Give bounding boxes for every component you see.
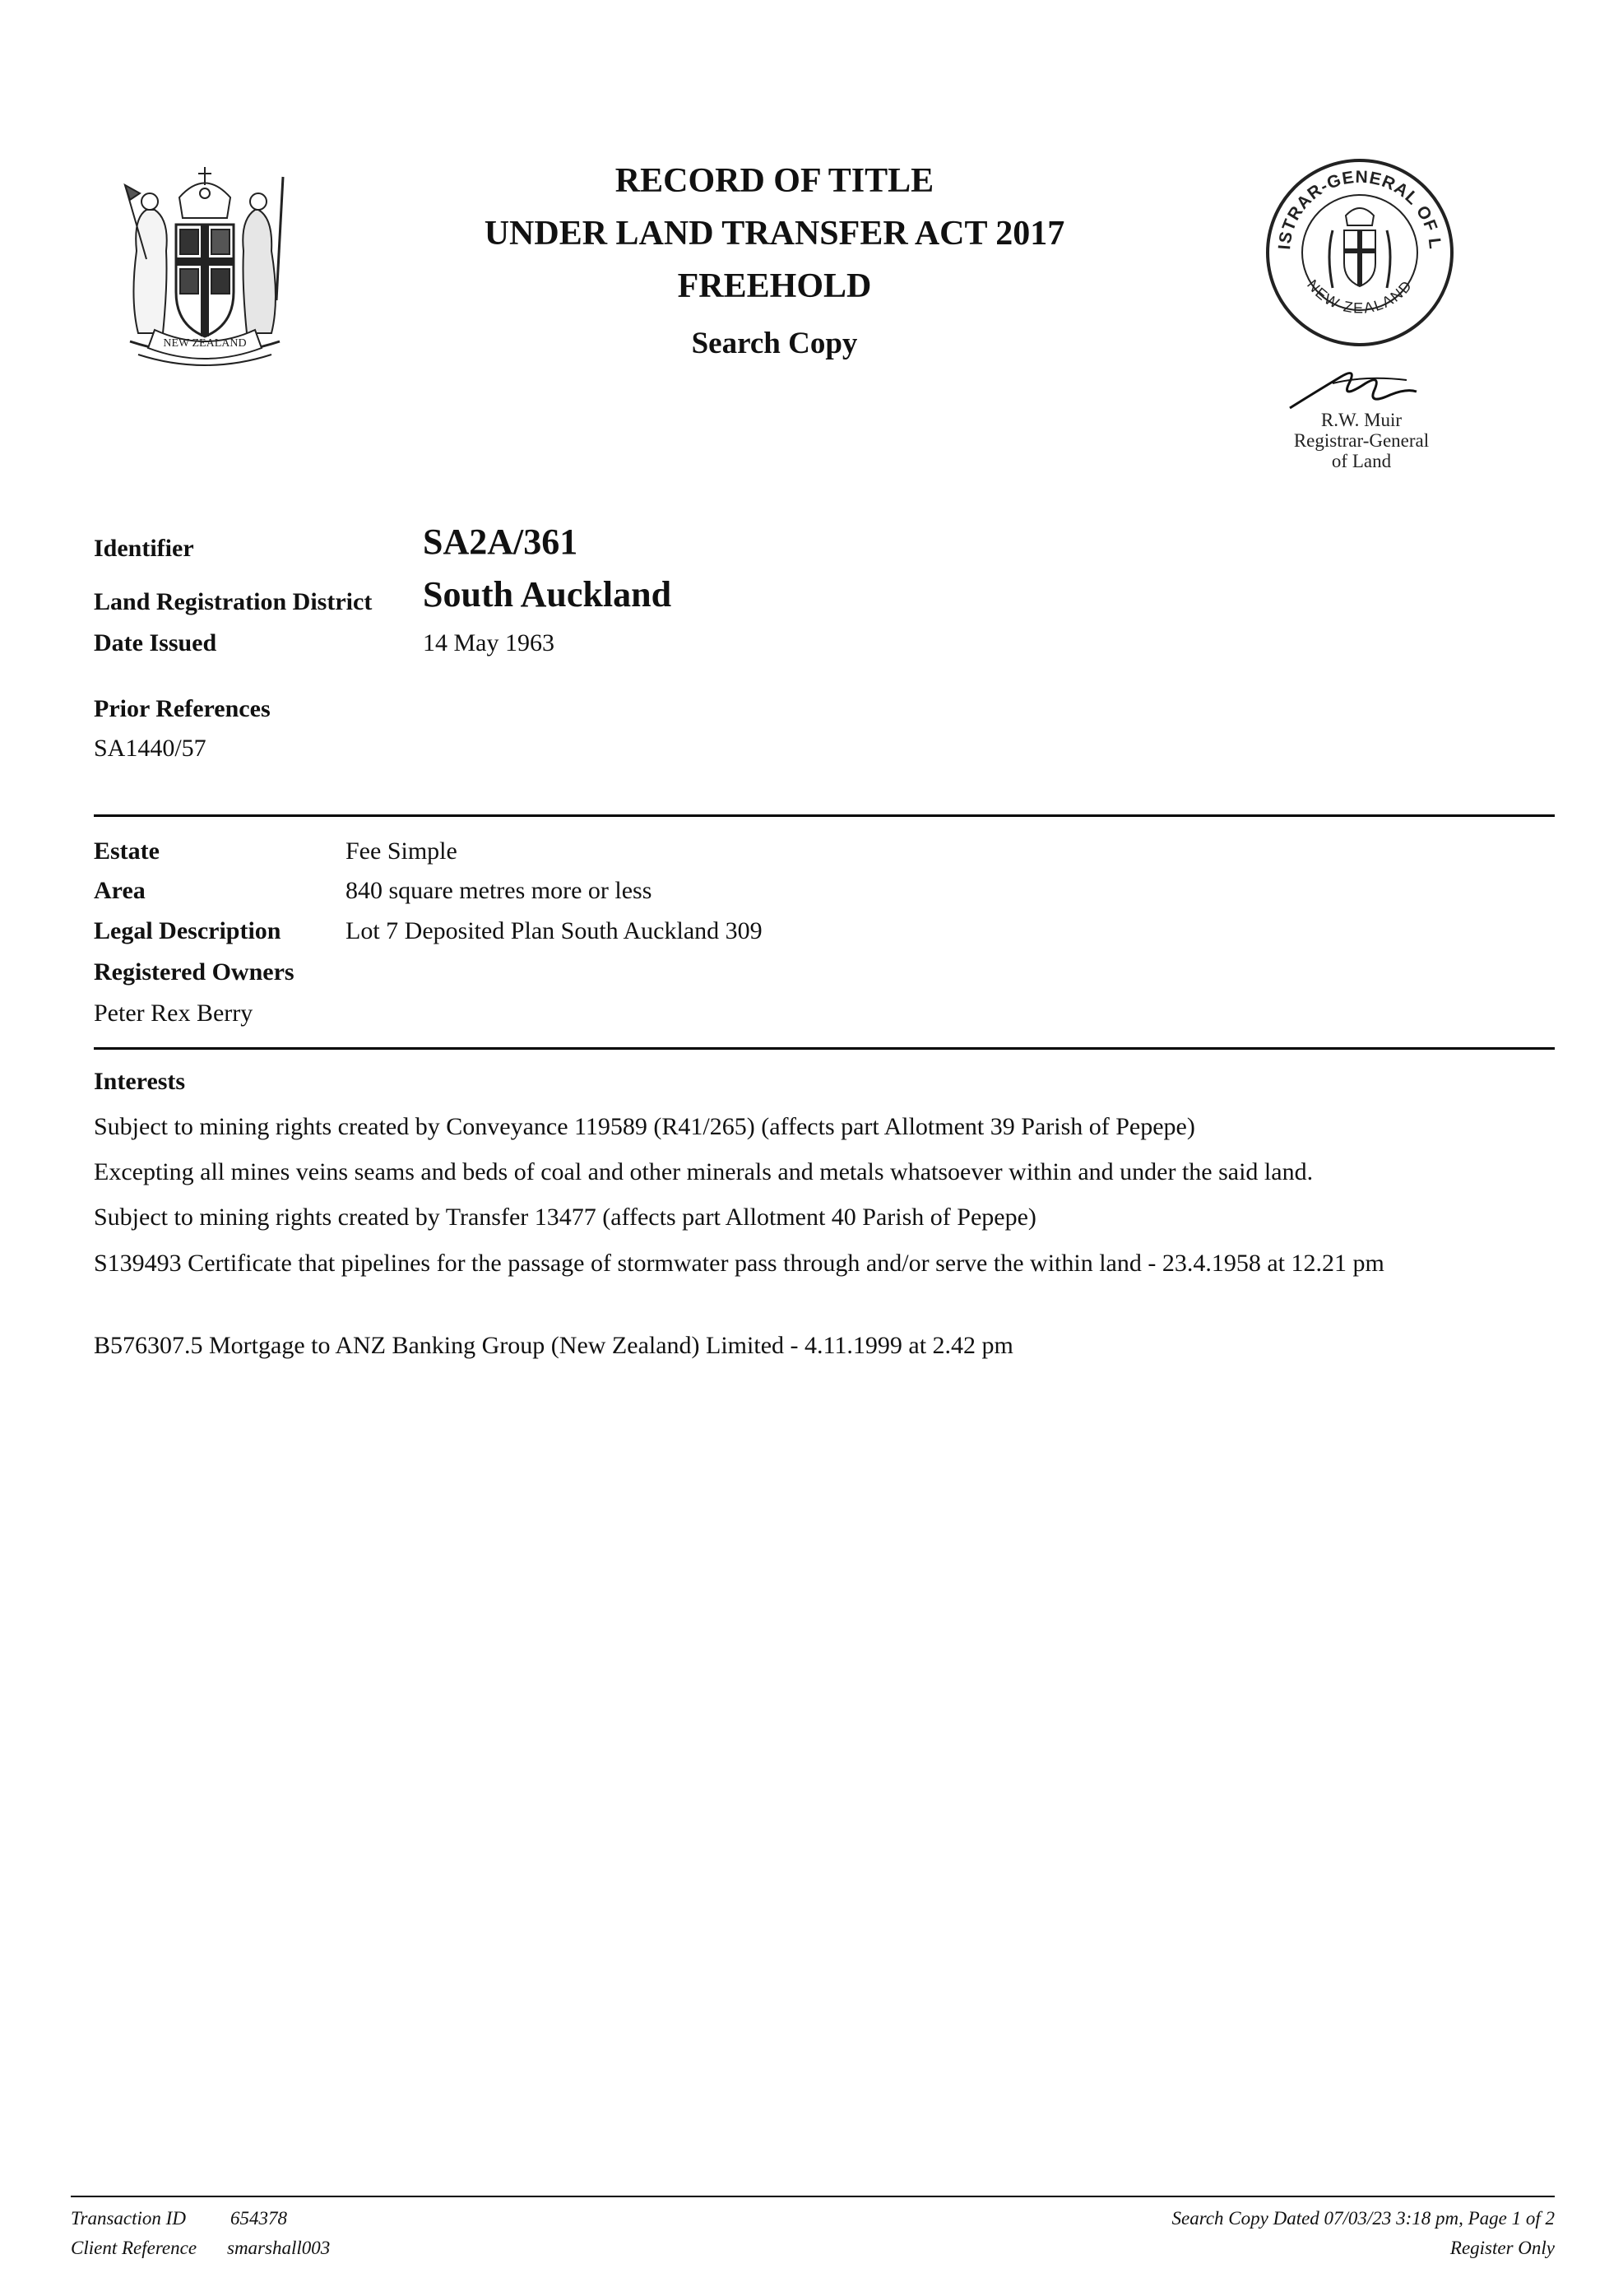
registrar-name: R.W. Muir <box>1320 410 1403 430</box>
client-reference-value: smarshall003 <box>227 2238 331 2258</box>
divider-middle <box>94 1047 1555 1050</box>
district-label: Land Registration District <box>94 588 373 615</box>
registrar-role-line-2: of Land <box>1331 451 1392 471</box>
date-issued-label: Date Issued <box>94 629 217 656</box>
interest-item: Subject to mining rights created by Conveyance 119589 (R41/265) (affects part Allotment 39 Parish of Pepepe) <box>94 1113 1195 1140</box>
interest-item: B576307.5 Mortgage to ANZ Banking Group (New Zealand) Limited - 4.11.1999 at 2.42 pm <box>94 1332 1013 1359</box>
search-copy-dated: Search Copy Dated 07/03/23 3:18 pm, Page 1 of 2 <box>1171 2208 1555 2229</box>
registered-owners-label: Registered Owners <box>94 958 294 986</box>
register-only-label: Register Only <box>1449 2238 1555 2258</box>
interests-heading: Interests <box>94 1068 186 1095</box>
registrar-general-seal <box>1264 156 1456 349</box>
legal-description-value: Lot 7 Deposited Plan South Auckland 309 <box>345 917 763 944</box>
registrar-signature <box>1283 359 1423 416</box>
interest-item: Excepting all mines veins seams and beds of coal and other minerals and metals whatsoever within and under the said land. <box>94 1158 1314 1185</box>
estate-value: Fee Simple <box>345 837 457 865</box>
interest-item: Subject to mining rights created by Transfer 13477 (affects part Allotment 40 Parish of Pepepe) <box>94 1204 1036 1231</box>
registrar-role-line-1: Registrar-General <box>1293 430 1430 451</box>
district-value: South Auckland <box>423 574 672 615</box>
footer-divider <box>71 2196 1555 2197</box>
registered-owners-value: Peter Rex Berry <box>94 1000 253 1027</box>
title-line-3: FREEHOLD <box>677 267 872 305</box>
registrar-name-block <box>1267 410 1456 471</box>
transaction-id-label: Transaction ID <box>71 2208 186 2229</box>
prior-references-label: Prior References <box>94 695 271 722</box>
identifier-label: Identifier <box>94 535 194 562</box>
divider-top <box>94 814 1555 817</box>
title-line-2: UNDER LAND TRANSFER ACT 2017 <box>484 215 1065 253</box>
interest-item: S139493 Certificate that pipelines for the passage of stormwater pass through and/or serve the within land - 23.4.1958 at 12.21 pm <box>94 1250 1384 1277</box>
estate-label: Estate <box>94 837 160 865</box>
client-reference-label: Client Reference <box>71 2238 197 2258</box>
seal-text-top: ISTRAR-GENERAL OF L <box>1275 167 1445 251</box>
area-label: Area <box>94 877 146 904</box>
identifier-value: SA2A/361 <box>423 522 578 562</box>
seal-text-bottom: NEW ZEALAND <box>1304 276 1416 317</box>
prior-references-value: SA1440/57 <box>94 735 206 762</box>
area-value: 840 square metres more or less <box>345 877 652 904</box>
date-issued-value: 14 May 1963 <box>423 629 554 656</box>
search-copy-subtitle: Search Copy <box>691 327 858 360</box>
crest-banner-text: NEW ZEALAND <box>163 337 247 350</box>
title-line-1: RECORD OF TITLE <box>614 162 934 200</box>
transaction-id-value: 654378 <box>230 2208 287 2229</box>
legal-description-label: Legal Description <box>94 917 281 944</box>
